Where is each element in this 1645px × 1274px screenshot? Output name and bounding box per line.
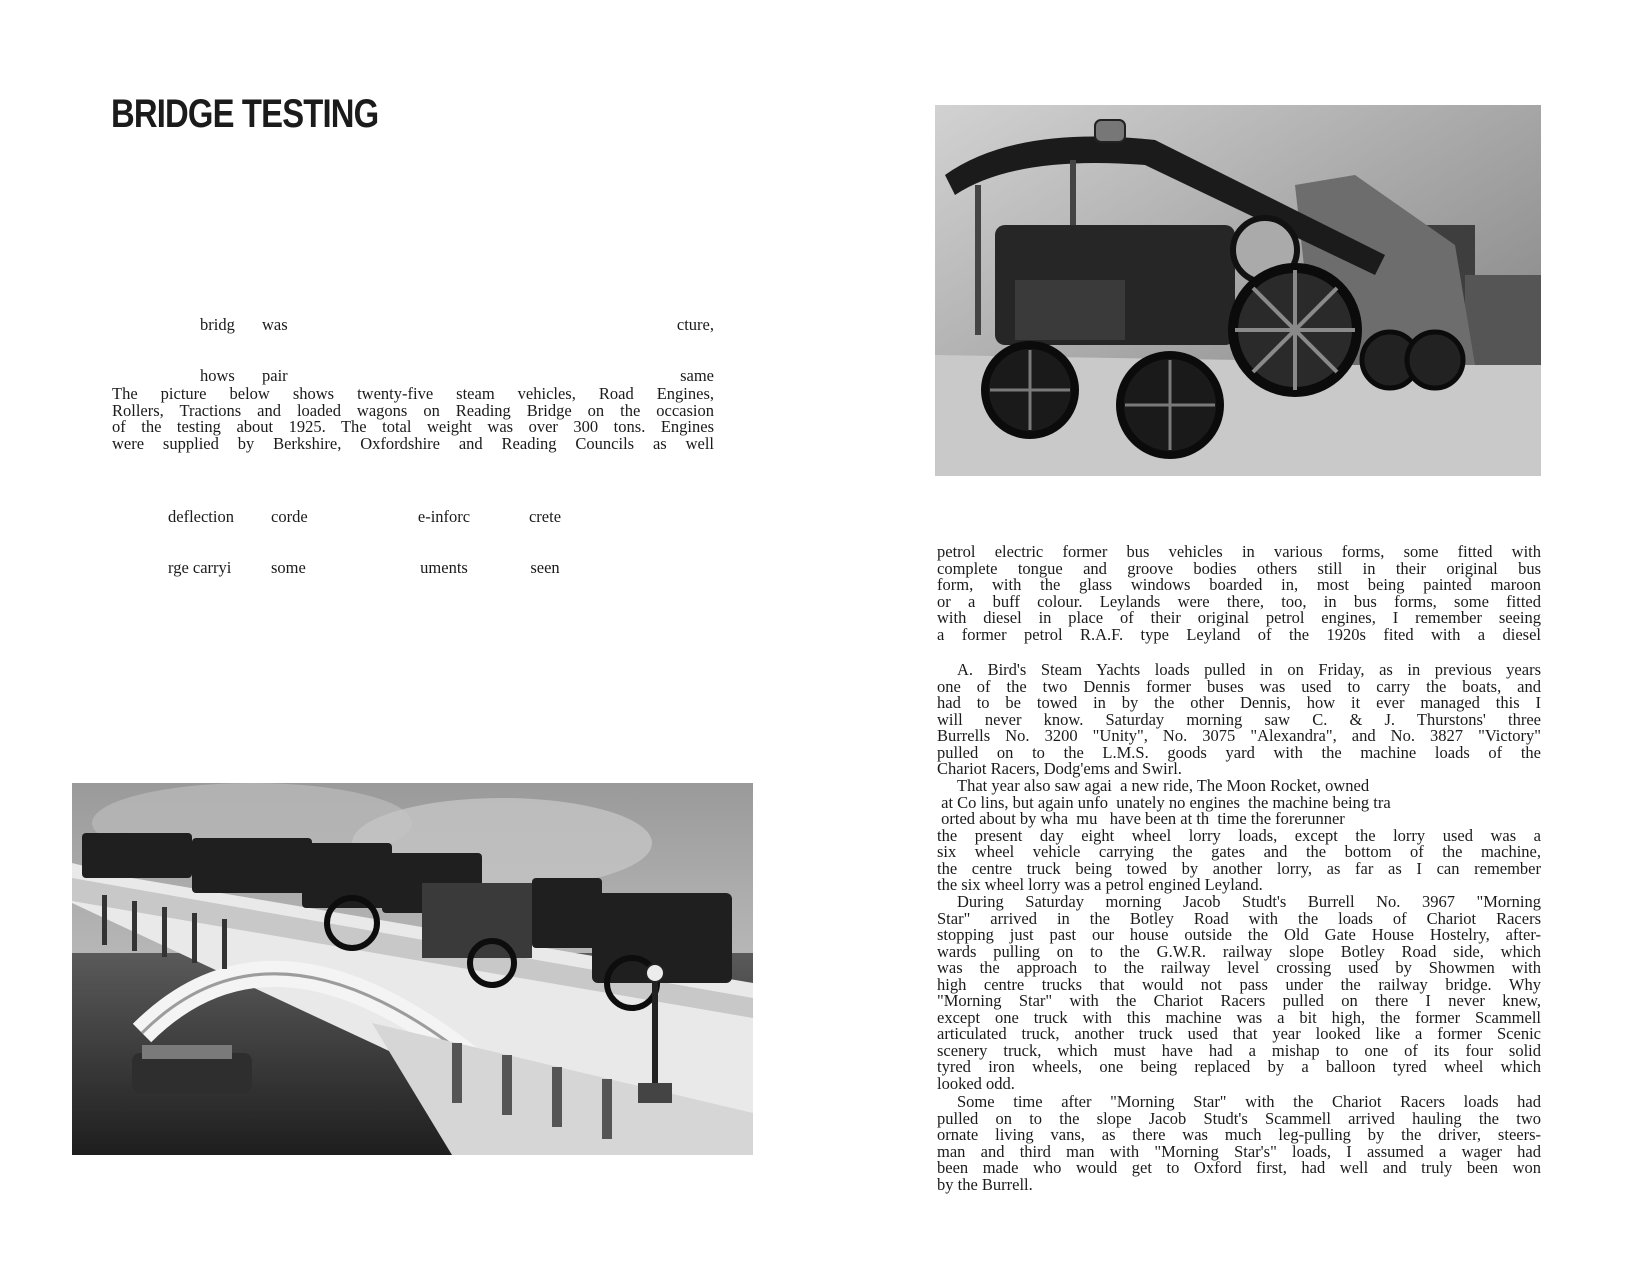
article-paragraph: petrol electric former bus vehicles in various forms, some fitted with complete tongue and groove bodies others still in their original bus form, with the glass windows boarded in, most being painted maroon or a buff colour. Leylands were there, too, in bus forms, some fitted with diesel in place of their original petrol engines, I remember seeing a former petrol R.A.F. type Leyland of the 1920s fited with a diesel bbox=[937, 542, 1541, 644]
bridge-photo bbox=[72, 783, 753, 1155]
article-paragraph: During Saturday morning Jacob Studt's Burrell No. 3967 "Morning Star" arrived in the Botley Road with the loads of Chariot Racers stopping just past our house outside the Old Gate House Hostelry, after- wards pulling on to the G.W.R. railway slope Botley Road side, which was the approach to the railway level crossing used by Showmen with high centre trucks that would not pass under the railway bridge. Why "Morning Star" with the Chariot Racers pulled on there I never knew, except one truck with this machine was a bit high, the former Scammell articulated truck, another truck used that year looked like a former Scenic scenery truck, which must have had a mishap to one of its four solid tyred iron wheels, one being replaced by a balloon tyred wheel which looked odd. bbox=[937, 892, 1541, 1094]
text-fragment-column: corde some bbox=[271, 507, 308, 577]
text-fragment-column: e-inforc uments bbox=[417, 507, 471, 577]
article-paragraph: That year also saw agai a new ride, The Moon Rocket, owned at Co lins, but again unfo unately no engines the machine being tra orted about by wha mu have been at th time the forerunner the present day eight wheel lorry loads, except the lorry used was a six wheel vehicle carrying the gates and the bottom of the machine, the centre truck being towed by another lorry, as far as I can remember the six wheel lorry was a petrol engined Leyland. bbox=[937, 776, 1541, 895]
text-fragment-column: deflection rge carryi bbox=[168, 507, 234, 577]
text-fragment-column: bridg hows bbox=[200, 315, 235, 385]
traction-engine-photo bbox=[935, 105, 1541, 476]
article-paragraph: A. Bird's Steam Yachts loads pulled in on Friday, as in previous years one of the two Dennis former buses was used to carry the boats, and had to be towed in by the other Dennis, how it ever managed this I will never know. Saturday morning saw C. & J. Thurstons' three Burrells No. 3200 "Unity", No. 3075 "Alexandra", and No. 3827 "Victory" pulled on to the L.M.S. goods yard with the machine loads of the Chariot Racers, Dodg'ems and Swirl. bbox=[937, 660, 1541, 779]
text-fragment-column: was pair bbox=[262, 315, 288, 385]
intro-paragraph: The picture below shows twenty-five steam vehicles, Road Engines, Rollers, Tractions and loaded wagons on Reading Bridge on the occasion of the testing about 1925. The total weight was over 300 tons. Engines were supplied by Berkshire, Oxfordshire and Reading Councils as well bbox=[112, 384, 714, 453]
text-fragment-column: crete seen bbox=[528, 507, 562, 577]
text-fragment-column: cture, same bbox=[676, 315, 714, 385]
page-title: BRIDGE TESTING bbox=[111, 92, 379, 136]
article-paragraph: Some time after "Morning Star" with the Chariot Racers loads had pulled on to the slope Jacob Studt's Scammell arrived hauling the two ornate living vans, as there was much leg-pulling by the driver, steers- man and third man with "Morning Star's" loads, I assumed a wager had been made who would get to Oxford first, had well and truly been won by the Burrell. bbox=[937, 1092, 1541, 1194]
